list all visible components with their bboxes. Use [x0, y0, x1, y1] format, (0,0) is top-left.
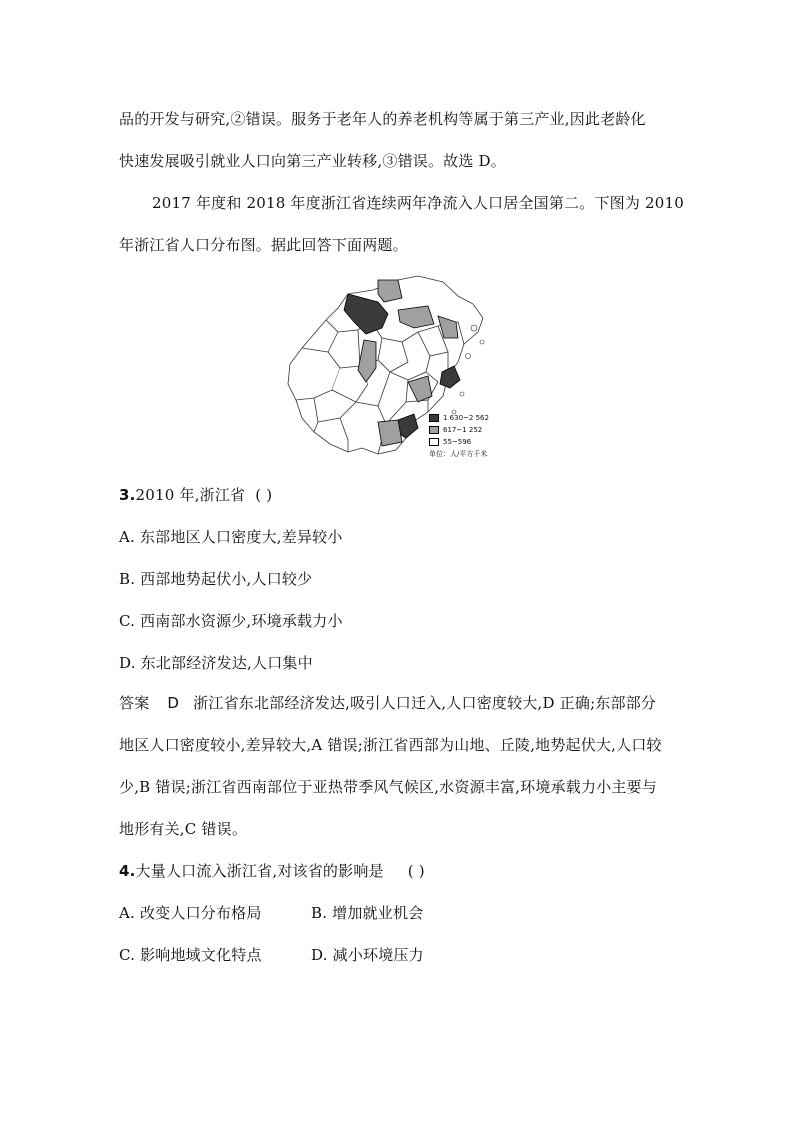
question-3-number: 3.	[119, 486, 136, 504]
legend-item-high	[429, 412, 489, 424]
answer-3-line-1	[119, 692, 656, 713]
map-legend	[429, 412, 489, 460]
legend-unit	[429, 448, 489, 460]
legend-label-low: 55~596	[443, 438, 472, 446]
legend-unit-label: 单位：人/平方千米	[429, 450, 488, 458]
legend-swatch-low	[429, 438, 439, 446]
answer-3-line-2: 地区人口密度较小,差异较大,A 错误;浙江省西部为山地、丘陵,地势起伏大,人口较	[119, 736, 662, 754]
legend-item-mid	[429, 424, 489, 436]
q3-option-c: C. 西南部水资源少,环境承载力小	[119, 612, 343, 630]
question-4	[119, 860, 425, 881]
top-text-line-2: 快速发展吸引就业人口向第三产业转移,③错误。故选 D。	[119, 152, 506, 170]
q4-option-c: C. 影响地域文化特点	[119, 946, 262, 964]
top-text-line-1: 品的开发与研究,②错误。服务于老年人的养老机构等属于第三产业,因此老龄化	[119, 110, 646, 128]
legend-swatch-mid	[429, 426, 439, 434]
question-3-answer-blank: ( )	[255, 486, 273, 504]
legend-item-low	[429, 436, 489, 448]
q4-options-row-2	[119, 944, 262, 965]
q3-option-a: A. 东部地区人口密度大,差异较小	[119, 528, 343, 546]
legend-label-high: 1 630~2 562	[443, 414, 489, 422]
legend-label-mid: 617~1 252	[443, 426, 483, 434]
q4-options-row-1	[119, 902, 262, 923]
q4-option-b: B. 增加就业机会	[311, 904, 424, 922]
intro-line-1: 2017 年度和 2018 年度浙江省连续两年净流入人口居全国第二。下图为 2010	[152, 194, 684, 212]
answer-label: 答案	[119, 694, 150, 712]
answer-text: 浙江省东北部经济发达,吸引人口迁入,人口密度较大,D 正确;东部部分	[193, 694, 657, 712]
q3-option-b: B. 西部地势起伏小,人口较少	[119, 570, 313, 588]
q4-option-d: D. 减小环境压力	[311, 946, 424, 964]
q4-option-a: A. 改变人口分布格局	[119, 904, 262, 922]
jiaxing-region	[378, 280, 402, 302]
question-4-stem: 大量人口流入浙江省,对该省的影响是	[135, 862, 384, 880]
question-4-answer-blank: ( )	[407, 862, 425, 880]
answer-3-line-3: 少,B 错误;浙江省西南部位于亚热带季风气候区,水资源丰富,环境承载力小主要与	[119, 778, 657, 796]
answer-letter: D	[167, 694, 180, 712]
question-3	[119, 484, 272, 505]
q3-option-d: D. 东北部经济发达,人口集中	[119, 654, 313, 672]
legend-swatch-high	[429, 414, 439, 422]
question-3-stem: 2010 年,浙江省	[135, 486, 246, 504]
question-4-number: 4.	[119, 862, 136, 880]
intro-line-2: 年浙江省人口分布图。据此回答下面两题。	[119, 236, 408, 254]
wenzhou-south-region	[378, 420, 402, 446]
answer-3-line-4: 地形有关,C 错误。	[119, 820, 248, 838]
